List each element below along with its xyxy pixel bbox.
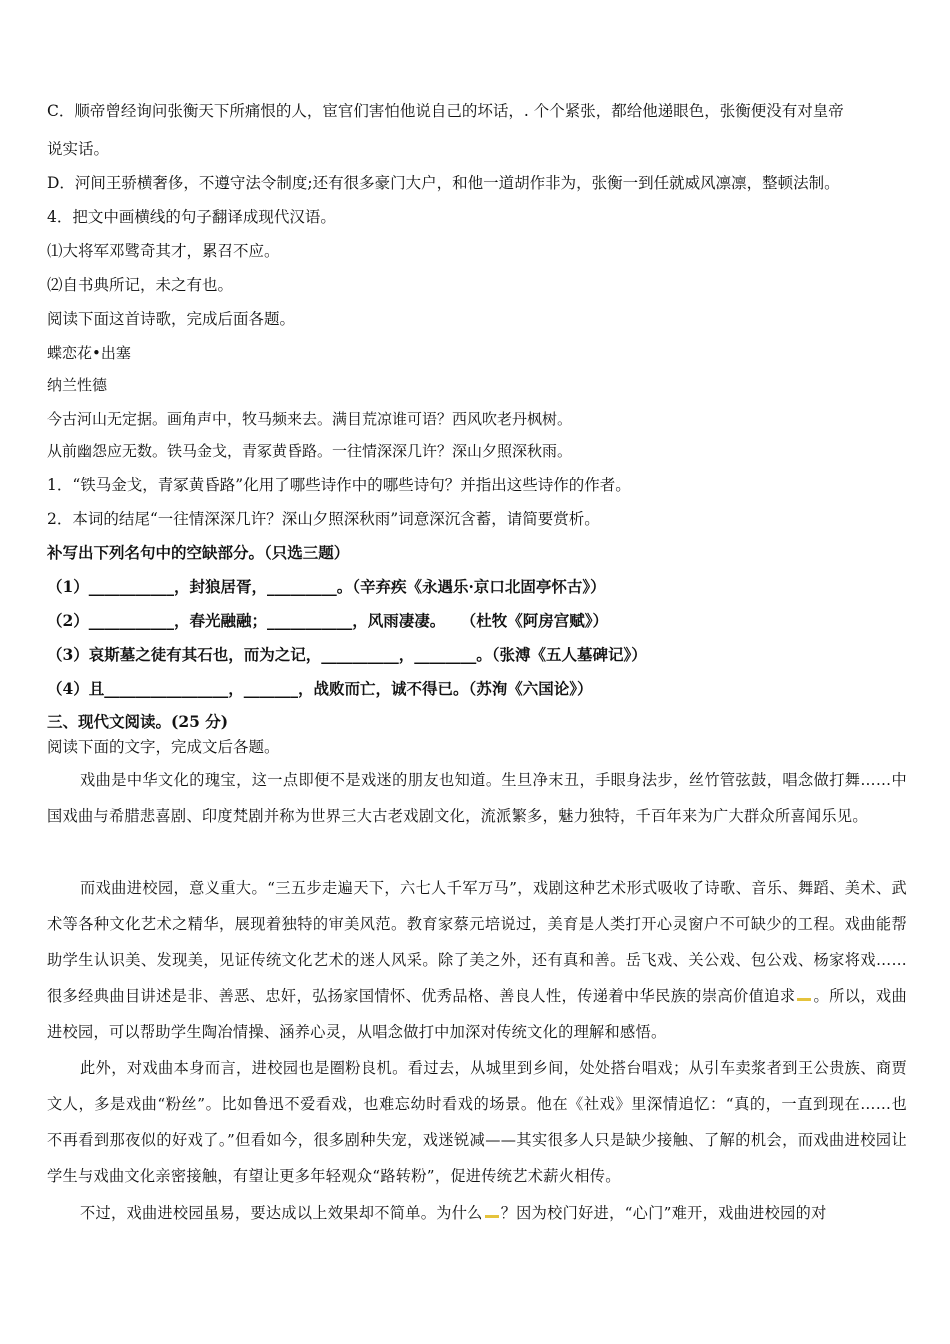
section-3-heading: 三、现代文阅读。(25 分) (47, 712, 229, 731)
reading-paragraph-2-text: 而戏曲进校园，意义重大。“三五步走遍天下，六七人千军万马”，戏剧这种艺术形式吸收了诗歌、音乐、舞蹈、美术、武术等各种文化艺术之精华，展现着独特的审美风范。教育家蔡元培说过，美育是人类打开心灵窗户不可缺少的工程。戏曲能帮助学生认识美、发现美，见证传统文化艺术的迷人风采。除了美之外，还有真和善。岳飞戏、关公戏、包公戏、杨家将戏……很多经典曲目讲述是非、善恶、忠奸，弘扬家国情怀、优秀品格、善良人性，传递着中华民族的崇高价值追求 (47, 879, 907, 1005)
option-d: D．河间王骄横奢侈，不遵守法令制度;还有很多豪门大户，和他一道胡作非为，张衡一到任就威风凛凛，整顿法制。 (47, 174, 840, 192)
reading-paragraph-4-end: ？因为校门好进，“心门”难开，戏曲进校园的对 (500, 1204, 827, 1222)
reading-paragraph-3 (47, 1050, 907, 1194)
poem-question-1: 1．“铁马金戈，青冢黄昏路”化用了哪些诗作中的哪些诗句？并指出这些诗作的作者。 (47, 476, 631, 494)
reading-paragraph-1-text: 戏曲是中华文化的瑰宝，这一点即便不是戏迷的朋友也知道。生旦净末丑，手眼身法步，丝竹管弦鼓，唱念做打舞……中国戏曲与希腊悲喜剧、印度梵剧并称为世界三大古老戏剧文化，流派繁多，魅力独特，千百年来为广大群众所喜闻乐见。 (47, 771, 907, 825)
reading-paragraph-2-end: 。所以，戏曲进校园，可以帮助学生陶冶情操、涵养心灵，从唱念做打中加深对传统文化的理解和感悟。 (47, 987, 907, 1041)
option-c-line1: C．顺帝曾经询问张衡天下所痛恨的人，宦官们害怕他说自己的坏话，. 个个紧张，都给他递眼色，张衡便没有对皇帝 (47, 102, 844, 120)
reading-paragraph-1 (47, 762, 907, 834)
reading-paragraph-4-text: 不过，戏曲进校园虽易，要达成以上效果却不简单。为什么 (80, 1204, 483, 1222)
poem-title: 蝶恋花•出塞 (47, 344, 131, 362)
poem-line-1: 今古河山无定据。画角声中，牧马频来去。满目荒凉谁可语？西风吹老丹枫树。 (47, 410, 573, 428)
fill-blank-item-2: （2）___________，春光融融；___________，风雨凄凄。 （杜牧《阿房宫赋》） (47, 611, 609, 630)
highlight-mark (485, 1215, 499, 1218)
reading-paragraph-4 (47, 1195, 907, 1231)
section-3-intro: 阅读下面的文字，完成文后各题。 (47, 738, 280, 756)
question-4-sentence-2: ⑵自书典所记，未之有也。 (47, 276, 234, 294)
highlight-mark (797, 998, 811, 1001)
reading-paragraph-2 (47, 870, 907, 1050)
question-4-sentence-1: ⑴大将军邓骘奇其才，累召不应。 (47, 242, 280, 260)
option-c-line2: 说实话。 (47, 140, 110, 158)
reading-paragraph-3-text: 此外，对戏曲本身而言，进校园也是圈粉良机。看过去，从城里到乡间，处处搭台唱戏；从引车卖浆者到王公贵族、商贾文人，多是戏曲“粉丝”。比如鲁迅不爱看戏，也难忘幼时看戏的场景。他在《社戏》里深情追忆：“真的，一直到现在……也不再看到那夜似的好戏了。”但看如今，很多剧种失宠，戏迷锐减——其实很多人只是缺少接触、了解的机会，而戏曲进校园让学生与戏曲文化亲密接触，有望让更多年轻观众“路转粉”，促进传统艺术薪火相传。 (47, 1059, 907, 1185)
poem-author: 纳兰性德 (47, 376, 108, 394)
question-4-prompt: 4．把文中画横线的句子翻译成现代汉语。 (47, 208, 336, 226)
fill-blank-item-4: （4）且________________，_______，战败而亡，诚不得已。（苏洵《六国论》） (47, 679, 593, 698)
fill-blank-title: 补写出下列名句中的空缺部分。（只选三题） (47, 543, 350, 562)
poem-intro: 阅读下面这首诗歌，完成后面各题。 (47, 310, 296, 328)
fill-blank-item-3: （3）哀斯墓之徒有其石也，而为之记，__________，________。（张溥《五人墓碑记》） (47, 645, 647, 664)
fill-blank-item-1: （1）___________，封狼居胥，_________。（辛弃疾《永遇乐·京口北固亭怀古》） (47, 577, 606, 596)
poem-question-2: 2．本词的结尾“一往情深深几许？深山夕照深秋雨”词意深沉含蓄，请简要赏析。 (47, 510, 600, 528)
poem-line-2: 从前幽怨应无数。铁马金戈，青冢黄昏路。一往情深深几许？深山夕照深秋雨。 (47, 442, 573, 460)
